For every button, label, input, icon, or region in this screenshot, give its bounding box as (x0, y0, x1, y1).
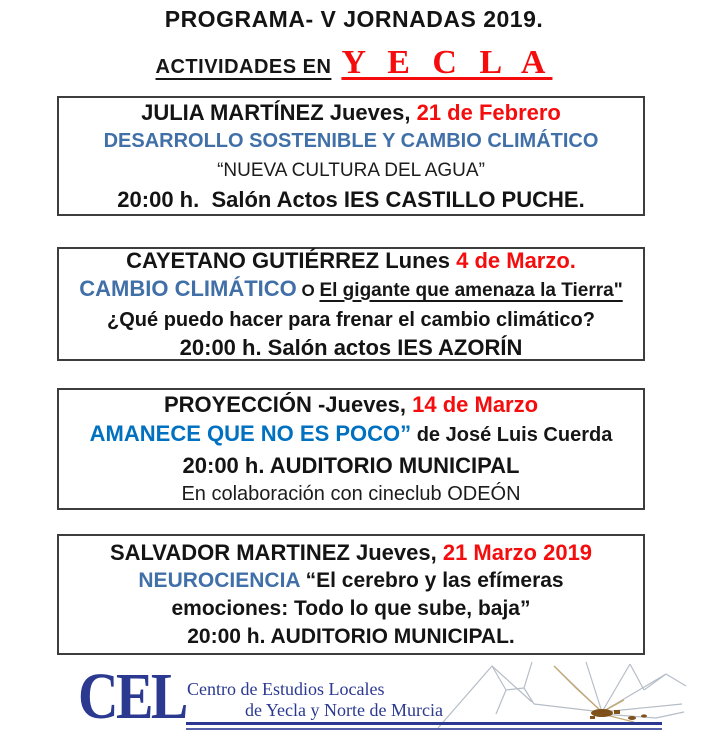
event-date: 14 de Marzo (412, 391, 539, 417)
topic-connector: O (296, 280, 320, 300)
org-name-line2: de Yecla y Norte de Murcia (245, 700, 443, 720)
event-card-julia-martinez (57, 96, 645, 216)
event-venue: 20:00 h. AUDITORIO MUNICIPAL (182, 452, 520, 478)
event-alt-title: El gigante que amenaza la Tierra" (319, 279, 623, 301)
event-topic: CAMBIO CLIMÁTICO (79, 275, 297, 301)
event-header (59, 390, 643, 419)
event-venue: 20:00 h. Salón actos IES AZORÍN (179, 334, 523, 360)
event-header (59, 98, 643, 127)
event-speaker: JULIA MARTÍNEZ Jueves, (141, 100, 417, 125)
event-speaker: PROYECCIÓN -Jueves, (163, 391, 413, 417)
event-date: 21 Marzo 2019 (442, 539, 593, 565)
event-card-salvador-martinez (57, 534, 645, 655)
event-card-proyeccion (57, 388, 645, 510)
subtitle (0, 44, 708, 82)
event-header (59, 247, 643, 275)
event-venue: 20:00 h. Salón Actos IES CASTILLO PUCHE. (117, 187, 585, 212)
subtitle-prefix: ACTIVIDADES EN (155, 56, 332, 78)
event-question: ¿Qué puedo hacer para frenar el cambio climático? (107, 308, 595, 331)
event-talk-title-part1: “El cerebro y las efímeras (299, 568, 564, 592)
event-film-director: de José Luis Cuerda (411, 423, 613, 446)
event-date: 21 de Febrero (416, 100, 561, 125)
event-talk-line1 (59, 567, 643, 595)
event-date: 4 de Marzo. (456, 247, 576, 273)
logo-underline-top (186, 722, 662, 725)
event-film-title: AMANECE QUE NO ES POCO” (89, 420, 412, 446)
logo-underline-bottom (186, 728, 662, 730)
event-topic-line (59, 275, 643, 306)
subtitle-yecla: Y E C L A (341, 44, 553, 81)
event-topic: NEUROCIENCIA (138, 568, 300, 592)
event-note: En colaboración con cineclub ODEÓN (181, 482, 521, 505)
event-topic: DESARROLLO SOSTENIBLE Y CAMBIO CLIMÁTICO (103, 130, 599, 152)
event-venue: 20:00 h. AUDITORIO MUNICIPAL. (187, 624, 515, 648)
event-film-line (59, 419, 643, 451)
page-title: PROGRAMA- V JORNADAS 2019. (164, 6, 544, 32)
event-speaker: SALVADOR MARTINEZ Jueves, (109, 539, 443, 565)
event-talk-line2: emociones: Todo lo que sube, baja” (171, 596, 531, 620)
org-name-line1: Centro de Estudios Locales (187, 679, 385, 699)
event-speaker: CAYETANO GUTIÉRREZ Lunes (126, 247, 457, 273)
cel-logo-text: CEL (78, 660, 186, 733)
event-card-cayetano-gutierrez (57, 247, 645, 361)
event-quote: “NUEVA CULTURA DEL AGUA” (217, 160, 485, 181)
event-header (59, 539, 643, 567)
org-name (187, 679, 443, 721)
